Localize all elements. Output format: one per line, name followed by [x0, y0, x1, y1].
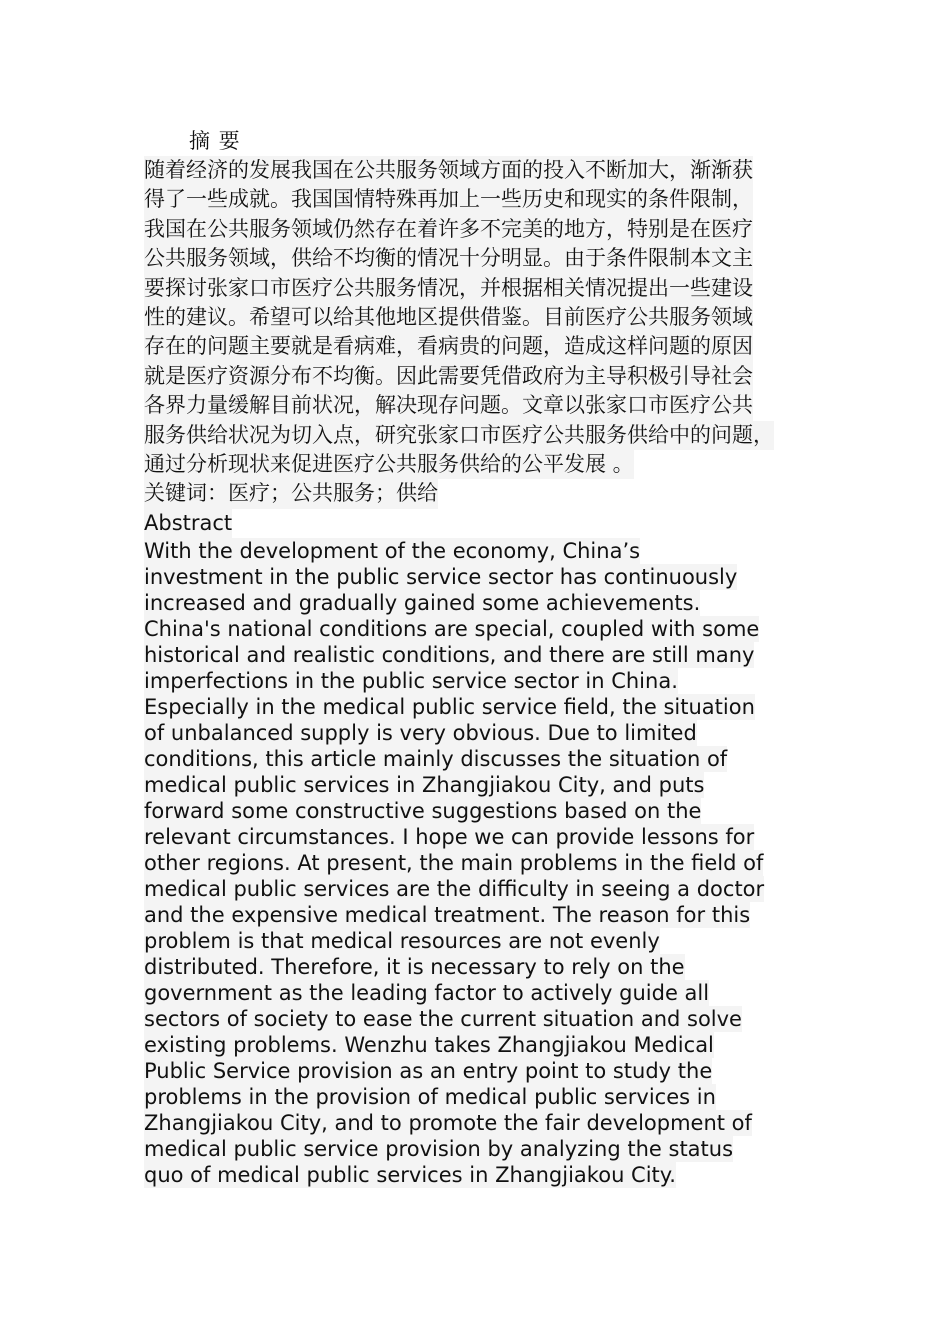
abstract-cn-line: [144, 156, 816, 185]
abstract-cn-heading: 摘 要: [189, 129, 241, 153]
abstract-cn-body: [144, 156, 816, 479]
abstract-en-text: conditions, this article mainly discusses the situation of: [144, 746, 728, 771]
abstract-en-text: historical and realistic conditions, and there are still many: [144, 642, 755, 667]
abstract-en-line: [144, 902, 816, 928]
abstract-en-text: government as the leading factor to actively guide all: [144, 980, 710, 1005]
abstract-en-heading-text: Abstract: [144, 509, 232, 538]
abstract-cn-line: [144, 185, 816, 214]
abstract-en-line: [144, 1136, 816, 1162]
abstract-en-line: [144, 954, 816, 980]
abstract-cn-line: [144, 362, 816, 391]
abstract-en-text: relevant circumstances. I hope we can provide lessons for: [144, 824, 755, 849]
abstract-en-text: increased and gradually gained some achievements.: [144, 590, 701, 615]
abstract-en-text: problem is that medical resources are not evenly: [144, 928, 660, 953]
keywords-line: [144, 479, 816, 508]
abstract-en-line: [144, 694, 816, 720]
abstract-en-line: [144, 746, 816, 772]
abstract-en-text: of unbalanced supply is very obvious. Due to limited: [144, 720, 697, 745]
abstract-en-body: [144, 538, 816, 1188]
abstract-en-line: [144, 876, 816, 902]
abstract-cn-line: [144, 244, 816, 273]
abstract-cn-text: 通过分析现状来促进医疗公共服务供给的公平发展 。: [144, 450, 634, 479]
abstract-en-text: Zhangjiakou City, and to promote the fair development of: [144, 1110, 752, 1135]
abstract-cn-text: 随着经济的发展我国在公共服务领域方面的投入不断加大，渐渐获: [144, 156, 753, 185]
abstract-en-line: [144, 1162, 816, 1188]
abstract-en-line: [144, 824, 816, 850]
abstract-en-text: problems in the provision of medical public services in: [144, 1084, 716, 1109]
abstract-en-line: [144, 928, 816, 954]
abstract-cn-line: [144, 215, 816, 244]
abstract-en-text: existing problems. Wenzhu takes Zhangjiakou Medical: [144, 1032, 714, 1057]
abstract-en-line: [144, 1006, 816, 1032]
abstract-en-text: forward some constructive suggestions based on the: [144, 798, 702, 823]
abstract-en-text: and the expensive medical treatment. The reason for this: [144, 902, 751, 927]
abstract-cn-text: 我国在公共服务领域仍然存在着许多不完美的地方，特别是在医疗: [144, 215, 753, 244]
abstract-en-line: [144, 798, 816, 824]
abstract-en-line: [144, 564, 816, 590]
abstract-en-text: quo of medical public services in Zhangjiakou City.: [144, 1162, 676, 1187]
abstract-en-line: [144, 772, 816, 798]
abstract-en-line: [144, 668, 816, 694]
abstract-en-text: sectors of society to ease the current situation and solve: [144, 1006, 742, 1031]
abstract-en-line: [144, 616, 816, 642]
abstract-en-text: other regions. At present, the main problems in the field of: [144, 850, 764, 875]
abstract-en-line: [144, 1032, 816, 1058]
abstract-en-line: [144, 538, 816, 564]
abstract-en-text: investment in the public service sector has continuously: [144, 564, 738, 589]
abstract-cn-line: [144, 421, 816, 450]
abstract-cn-line: [144, 450, 816, 479]
abstract-en-text: medical public services are the difficulty in seeing a doctor: [144, 876, 765, 901]
abstract-en-text: Especially in the medical public service field, the situation: [144, 694, 755, 719]
abstract-cn-line: [144, 391, 816, 420]
abstract-en-line: [144, 980, 816, 1006]
abstract-en-text: medical public services in Zhangjiakou City, and puts: [144, 772, 705, 797]
abstract-en-text: imperfections in the public service sector in China.: [144, 668, 678, 693]
abstract-en-line: [144, 642, 816, 668]
abstract-cn-text: 就是医疗资源分布不均衡。因此需要凭借政府为主导积极引导社会: [144, 362, 753, 391]
abstract-cn-text: 各界力量缓解目前状况，解决现存问题。文章以张家口市医疗公共: [144, 391, 753, 420]
abstract-en-heading: [144, 509, 816, 538]
abstract-en-text: Public Service provision as an entry point to study the: [144, 1058, 713, 1083]
abstract-en-line: [144, 850, 816, 876]
abstract-en-text: With the development of the economy, China’s: [144, 538, 641, 563]
abstract-cn-text: 存在的问题主要就是看病难，看病贵的问题，造成这样问题的原因: [144, 332, 753, 361]
abstract-en-text: medical public service provision by analyzing the status: [144, 1136, 734, 1161]
abstract-cn-text: 要探讨张家口市医疗公共服务情况，并根据相关情况提出一些建设: [144, 274, 753, 303]
document-page: [144, 126, 816, 1188]
abstract-en-line: [144, 1058, 816, 1084]
abstract-cn-line: [144, 274, 816, 303]
keywords-text: 关键词：医疗；公共服务；供给: [144, 479, 438, 508]
abstract-cn-text: 性的建议。希望可以给其他地区提供借鉴。目前医疗公共服务领域: [144, 303, 753, 332]
abstract-en-line: [144, 590, 816, 616]
abstract-cn-text: 公共服务领域，供给不均衡的情况十分明显。由于条件限制本文主: [144, 244, 753, 273]
abstract-cn-line: [144, 303, 816, 332]
abstract-en-line: [144, 720, 816, 746]
abstract-en-line: [144, 1084, 816, 1110]
abstract-en-text: China's national conditions are special, coupled with some: [144, 616, 760, 641]
abstract-cn-line: [144, 332, 816, 361]
abstract-en-text: distributed. Therefore, it is necessary to rely on the: [144, 954, 685, 979]
abstract-en-line: [144, 1110, 816, 1136]
abstract-cn-text: 得了一些成就。我国国情特殊再加上一些历史和现实的条件限制，: [144, 185, 753, 214]
abstract-cn-text: 服务供给状况为切入点，研究张家口市医疗公共服务供给中的问题，: [144, 421, 774, 450]
